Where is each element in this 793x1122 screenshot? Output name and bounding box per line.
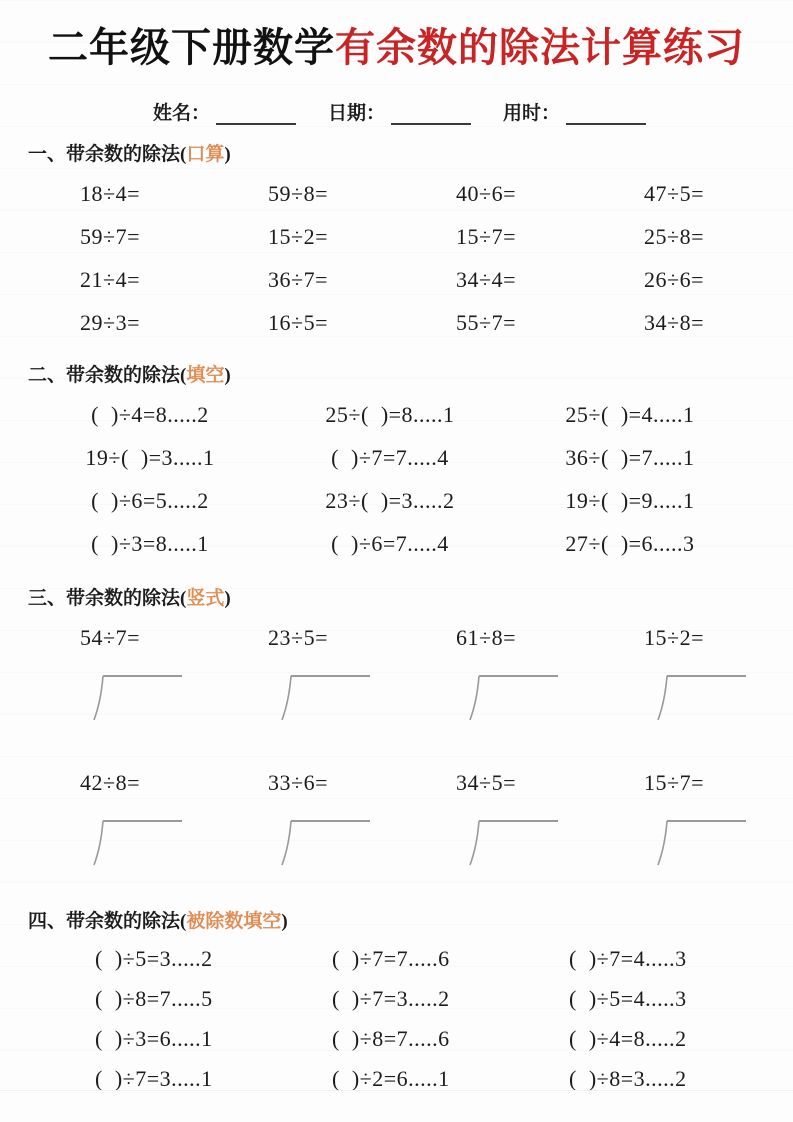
problem-expression: 23÷( )=3.....2 bbox=[325, 488, 455, 513]
problem-expression: ( )÷8=7.....5 bbox=[95, 986, 213, 1011]
problem-expression: 15÷7= bbox=[644, 770, 704, 795]
section3-header bbox=[0, 583, 793, 610]
problem-expression: ( )÷5=4.....3 bbox=[569, 986, 687, 1011]
problem-expression: ( )÷7=3.....1 bbox=[95, 1066, 213, 1091]
date-label: 日期： bbox=[328, 103, 386, 124]
section4-header bbox=[0, 906, 793, 933]
long-division-bracket bbox=[468, 818, 560, 866]
problem-expression: ( )÷2=6.....1 bbox=[332, 1066, 450, 1091]
problem-expression: ( )÷6=5.....2 bbox=[91, 488, 209, 513]
time-field-group bbox=[503, 98, 646, 125]
problem-expression: 25÷( )=8.....1 bbox=[325, 402, 455, 427]
problem-expression: 26÷6= bbox=[644, 267, 704, 292]
problem-expression: ( )÷5=3.....2 bbox=[95, 946, 213, 971]
problem-expression: ( )÷4=8.....2 bbox=[91, 402, 209, 427]
section3-close-paren: ) bbox=[224, 588, 231, 609]
page-title bbox=[0, 0, 793, 70]
title-red-part: 有余数的除法计算练习 bbox=[335, 26, 745, 70]
long-division-bracket bbox=[280, 818, 372, 866]
long-division-bracket bbox=[656, 673, 748, 721]
section1-close-paren: ) bbox=[224, 144, 231, 165]
problem-expression: ( )÷4=8.....2 bbox=[569, 1026, 687, 1051]
time-label: 用时： bbox=[503, 103, 561, 124]
problem-expression: ( )÷7=4.....3 bbox=[569, 946, 687, 971]
problem-expression: 34÷8= bbox=[644, 310, 704, 335]
problem-expression: ( )÷7=3.....2 bbox=[332, 986, 450, 1011]
problem-expression: ( )÷6=7.....4 bbox=[331, 531, 449, 556]
problem-expression: 19÷( )=9.....1 bbox=[565, 488, 695, 513]
student-info-row bbox=[0, 98, 793, 125]
problem-expression: 55÷7= bbox=[456, 310, 516, 335]
problem-expression: 40÷6= bbox=[456, 181, 516, 206]
problem-expression: 18÷4= bbox=[80, 181, 140, 206]
problem-expression: 19÷( )=3.....1 bbox=[85, 445, 215, 470]
problem-expression: 54÷7= bbox=[80, 625, 140, 650]
section4-problem-grid bbox=[95, 939, 793, 1099]
title-black-part: 二年级下册数学 bbox=[48, 26, 335, 70]
section4-subtitle: 被除数填空 bbox=[186, 911, 282, 932]
problem-expression: 29÷3= bbox=[80, 310, 140, 335]
problem-expression: 33÷6= bbox=[268, 770, 328, 795]
problem-expression: 42÷8= bbox=[80, 770, 140, 795]
date-blank bbox=[391, 105, 471, 125]
section1-subtitle: 口算 bbox=[186, 144, 225, 165]
section2-close-paren: ) bbox=[224, 365, 231, 386]
long-division-bracket bbox=[468, 673, 560, 721]
problem-expression: 61÷8= bbox=[456, 625, 516, 650]
section2-subtitle: 填空 bbox=[186, 365, 225, 386]
section3-row1-problems bbox=[80, 616, 793, 659]
date-field-group bbox=[328, 98, 471, 125]
problem-expression: 15÷7= bbox=[456, 224, 516, 249]
section4-title: 四、带余数的除法( bbox=[28, 911, 187, 932]
section2-problem-grid bbox=[30, 393, 793, 565]
section1-header bbox=[0, 139, 793, 166]
problem-expression: 59÷7= bbox=[80, 224, 140, 249]
problem-expression: 27÷( )=6.....3 bbox=[565, 531, 695, 556]
problem-expression: 15÷2= bbox=[644, 625, 704, 650]
section3-subtitle: 竖式 bbox=[186, 588, 225, 609]
long-division-bracket bbox=[280, 673, 372, 721]
name-blank bbox=[216, 105, 296, 125]
name-field-group bbox=[153, 98, 296, 125]
section3-title: 三、带余数的除法( bbox=[28, 588, 187, 609]
problem-expression: 16÷5= bbox=[268, 310, 328, 335]
name-label: 姓名： bbox=[153, 103, 211, 124]
problem-expression: 25÷( )=4.....1 bbox=[565, 402, 695, 427]
section2-title: 二、带余数的除法( bbox=[28, 365, 187, 386]
long-division-bracket bbox=[92, 818, 184, 866]
section4-close-paren: ) bbox=[281, 911, 288, 932]
problem-expression: 36÷( )=7.....1 bbox=[565, 445, 695, 470]
problem-expression: ( )÷3=6.....1 bbox=[95, 1026, 213, 1051]
long-division-bracket bbox=[92, 673, 184, 721]
section1-problem-grid bbox=[80, 172, 793, 344]
problem-expression: 47÷5= bbox=[644, 181, 704, 206]
section3-row2-brackets bbox=[92, 818, 793, 866]
problem-expression: 36÷7= bbox=[268, 267, 328, 292]
problem-expression: ( )÷8=3.....2 bbox=[569, 1066, 687, 1091]
problem-expression: 15÷2= bbox=[268, 224, 328, 249]
section3-row2-problems bbox=[80, 761, 793, 804]
section1-title: 一、带余数的除法( bbox=[28, 144, 187, 165]
page-bottom-divider bbox=[0, 1090, 793, 1091]
time-blank bbox=[566, 105, 646, 125]
problem-expression: ( )÷8=7.....6 bbox=[332, 1026, 450, 1051]
problem-expression: 59÷8= bbox=[268, 181, 328, 206]
problem-expression: 25÷8= bbox=[644, 224, 704, 249]
problem-expression: ( )÷7=7.....4 bbox=[331, 445, 449, 470]
problem-expression: ( )÷7=7.....6 bbox=[332, 946, 450, 971]
problem-expression: 34÷4= bbox=[456, 267, 516, 292]
problem-expression: 34÷5= bbox=[456, 770, 516, 795]
section2-header bbox=[0, 360, 793, 387]
long-division-bracket bbox=[656, 818, 748, 866]
problem-expression: 23÷5= bbox=[268, 625, 328, 650]
problem-expression: ( )÷3=8.....1 bbox=[91, 531, 209, 556]
problem-expression: 21÷4= bbox=[80, 267, 140, 292]
section3-row1-brackets bbox=[92, 673, 793, 721]
